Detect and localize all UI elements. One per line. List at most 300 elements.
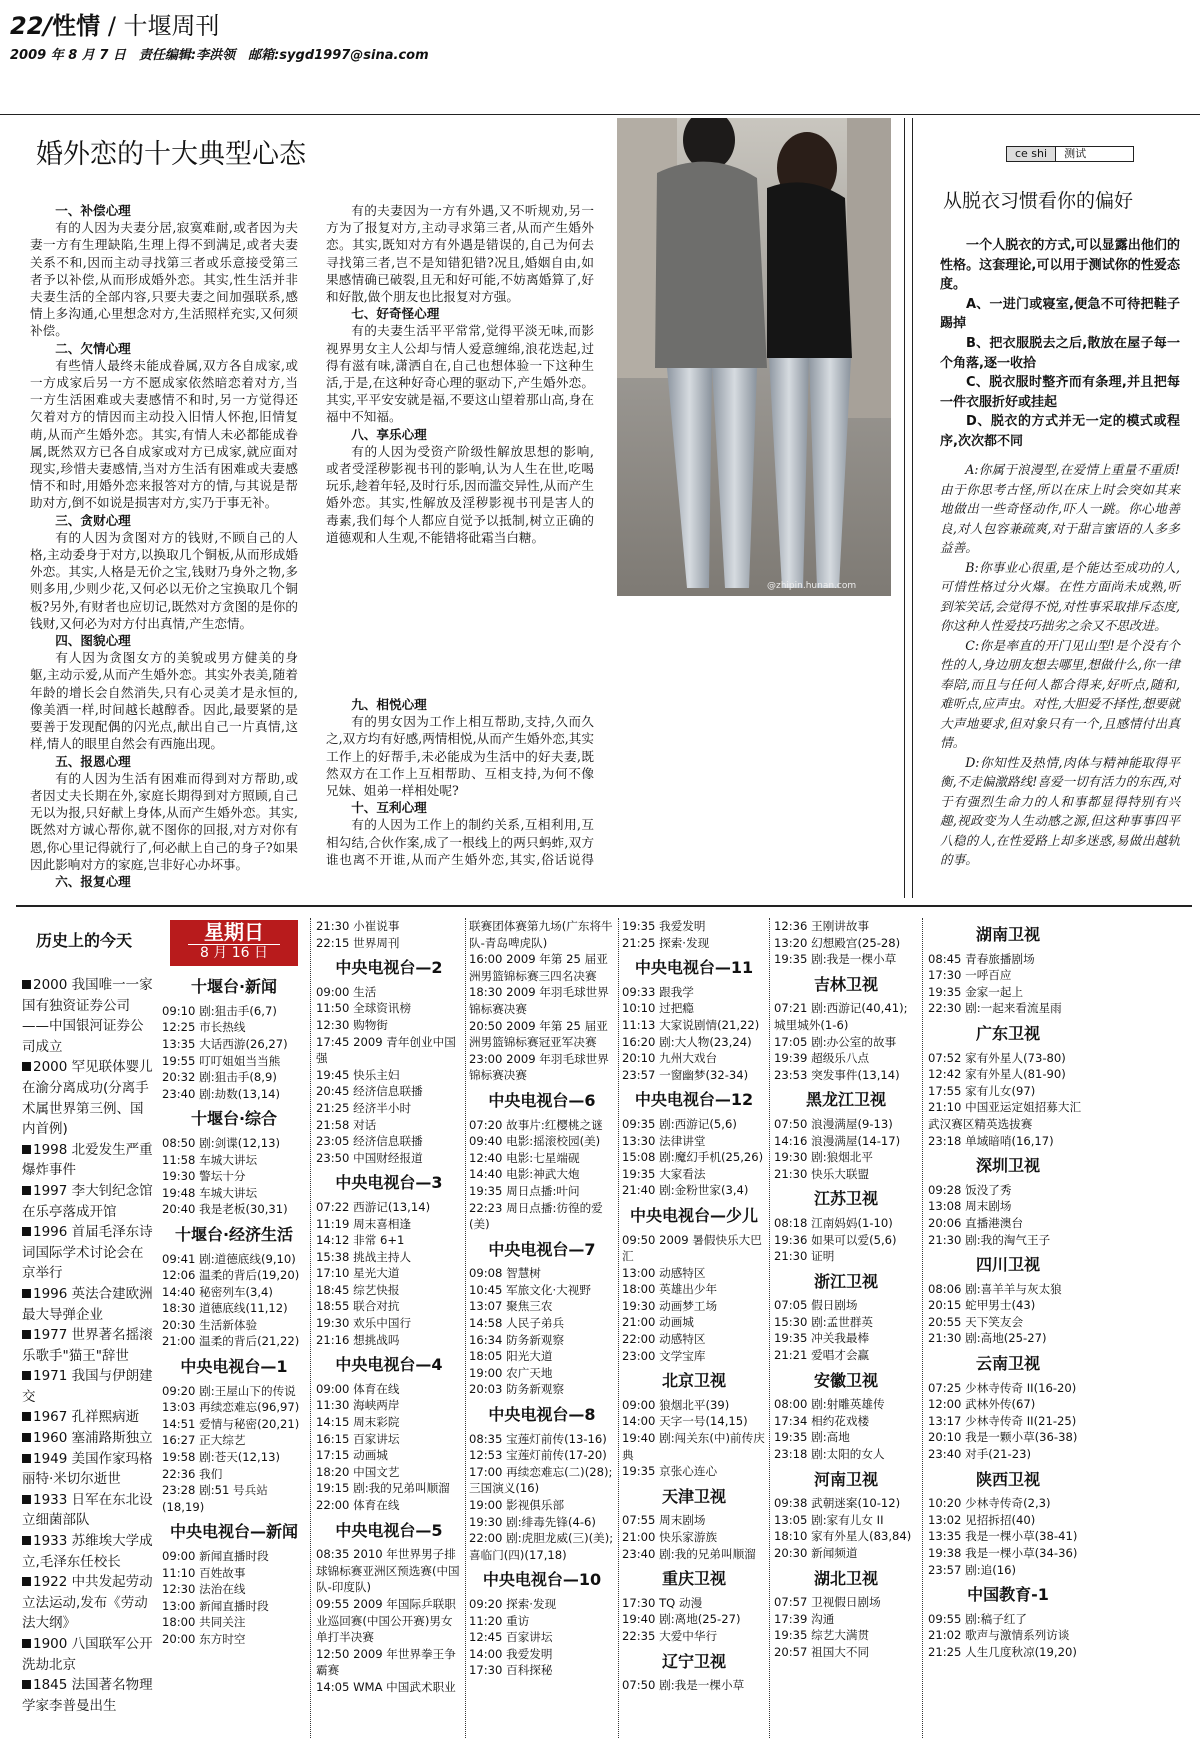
program-row: 21:25 探索·发现 (622, 935, 710, 950)
program-row: 11:10 百姓故事 (162, 1565, 246, 1580)
program-row: 20:15 蛇甲男士(43) (928, 1298, 1036, 1313)
program-row: 07:55 周末剧场 (622, 1513, 706, 1528)
channel-name: 十堰台·经济生活 (174, 1224, 294, 1244)
program-row: 09:55 剧:稿子红了 (928, 1611, 1027, 1626)
column-separator (310, 918, 311, 1738)
program-row: 21:58 对话 (316, 1117, 377, 1132)
program-row: 23:40 剧:劫数(13,14) (162, 1086, 281, 1101)
section-heading: 一、补偿心理 (55, 203, 131, 218)
program-row: 13:00 动感特区 (622, 1265, 706, 1280)
program-row: 16:27 正大综艺 (162, 1433, 246, 1448)
program-row: 14:15 周末彩院 (316, 1415, 400, 1430)
publication-name: 十堰周刊 (123, 12, 220, 40)
program-row: 20:10 九州大戏台 (622, 1051, 718, 1066)
program-row: 12:25 市长热线 (162, 1020, 246, 1035)
bullet-square-icon (22, 980, 31, 989)
program-row: 19:35 周日点播:叶问 (469, 1183, 580, 1198)
program-row: 12:53 宝莲灯前传(17-20) (469, 1448, 607, 1463)
program-row: 21:00 快乐家游族 (622, 1530, 718, 1544)
program-row: 21:10 中国亚运定姐招募大汇武汉赛区精英选拔赛 (928, 1100, 1082, 1131)
program-row: 09:40 电影:摇滚校园(美) (469, 1134, 601, 1149)
column-separator (922, 918, 923, 1738)
channel-name: 中央电视台—2 (335, 958, 443, 978)
column-separator (465, 918, 466, 1738)
section-heading: 九、相悦心理 (351, 697, 427, 713)
program-row: 16:00 2009 年第 25 届亚洲男篮锦标赛三四名决赛 (469, 952, 608, 983)
section-paragraph: 有的人因为生活有困难而得到对方帮助,或者因丈夫长期在外,家庭长期得到对方照顾,自己无以为报,只好献上身体,从而产生婚外恋。其实,既然对方诚心帮你,就不图你的回报,对方对你有恩,你心里记得就行了,何必献上自己的身子?如果因此影响对方的家庭,岂非好心办坏事。 (30, 770, 298, 872)
program-row: 20:00 东方时空 (162, 1631, 246, 1646)
history-text: 1996 首届毛泽东诗词国际学术讨论会在京举行 (22, 1224, 153, 1282)
section-paragraph: 有些情人最终未能成眷属,双方各自成家,或一方成家后另一方不愿成家依然暗恋着对方,当一方生活困难或夫妻感情不和时,另一方觉得还欠着对方的情因而主动投入旧情人怀抱,旧情复萌,从而产生婚外恋。其实,有情人未必都能成眷属,既然双方已各自成家或对方已成家,就应面对现实,珍惜夫妻感情,当对方生活有困难或夫妻感情不和时,用婚外恋来报答对方的情,与其说是帮助对方,倒不如说是损害对方,实乃于事无补。 (30, 357, 298, 511)
program-row: 23:57 一窗幽梦(32-34) (622, 1067, 749, 1082)
program-row: 18:55 联合对抗 (316, 1299, 400, 1314)
program-row: 19:30 动画梦工场 (622, 1298, 718, 1313)
program-row: 07:52 家有外星人(73-80) (928, 1050, 1066, 1065)
program-row: 18:00 英雄出少年 (622, 1282, 718, 1297)
program-row: 21:25 经济半小时 (316, 1100, 412, 1115)
channel-name: 河南卫视 (813, 1469, 878, 1489)
header-meta: 2009 年 8 月 7 日 责任编辑:李洪领 邮箱:sygd1997@sina.com (10, 48, 429, 63)
program-row: 12:30 购物街 (316, 1017, 388, 1032)
program-row: 18:05 阳光大道 (469, 1349, 553, 1364)
bullet-square-icon (22, 1412, 31, 1421)
program-row: 19:40 剧:离地(25-27) (622, 1612, 741, 1627)
section-heading: 八、享乐心理 (351, 426, 427, 442)
program-row: 12:42 家有外星人(81-90) (928, 1067, 1066, 1082)
program-row: 20:30 新闻频道 (774, 1546, 858, 1560)
program-row: 21:30 快乐大联盟 (774, 1166, 870, 1181)
page-number: 22/ (10, 12, 53, 40)
history-text: 2000 我国唯一一家国有独资证券公司——中国银河证券公司成立 (22, 977, 153, 1055)
photo-spacer (326, 546, 594, 696)
program-row: 09:08 智慧树 (469, 1266, 541, 1281)
channel-name: 深圳卫视 (975, 1156, 1040, 1176)
section-divider (16, 905, 1192, 907)
program-row: 09:20 剧:王屋山下的传说 (162, 1383, 296, 1398)
program-row: 20:03 防务新观察 (469, 1382, 565, 1397)
section-paragraph: 有的夫妻因为一方有外遇,又不听规劝,另一方为了报复对方,主动寻求第三者,从而产生婚外恋。其实,既知对方有外遇是错误的,自己为何去寻找第三者,岂不是知错犯错?况且,婚姻自由,如果感情确已破裂,且无和好可能,不妨离婚算了,好和好散,做个朋友也比报复对方强。 (326, 203, 594, 305)
program-row: 18:30 2009 年羽毛球世界锦标赛决赛 (469, 985, 609, 1016)
program-row: 14:00 天字一号(14,15) (622, 1414, 748, 1429)
program-row: 13:02 见招拆招(40) (928, 1512, 1036, 1527)
test-tag (1006, 146, 1134, 162)
tv-column (162, 918, 306, 1648)
program-row: 07:57 卫视假日剧场 (774, 1595, 881, 1610)
channel-name: 中央电视台—新闻 (169, 1522, 298, 1542)
program-row: 09:33 跟我学 (622, 984, 694, 999)
program-row: 13:35 大话西游(26,27) (162, 1036, 288, 1051)
program-row: 13:07 聚焦三农 (469, 1299, 553, 1314)
channel-name: 中央电视台—7 (488, 1239, 596, 1259)
program-row: 20:50 2009 年第 25 届亚洲男篮锦标赛冠亚军决赛 (469, 1018, 608, 1050)
program-row: 18:30 道德底线(11,12) (162, 1301, 288, 1316)
bullet-square-icon (22, 1289, 31, 1298)
top-divider (0, 114, 1200, 115)
channel-name: 湖北卫视 (813, 1568, 878, 1588)
program-row: 17:00 再续恋难忘(二)(28);三国演义(16) (469, 1464, 613, 1496)
photo-credit: @zhipin.hunan.com (767, 581, 857, 591)
program-row: 22:35 大爱中华行 (622, 1628, 718, 1643)
program-row: 14:58 人民子弟兵 (469, 1316, 565, 1331)
program-row: 23:50 中国财经报道 (316, 1150, 423, 1165)
test-tag-label: 测试 (1064, 147, 1087, 160)
program-row: 12:06 温柔的背后(19,20) (162, 1268, 300, 1283)
program-row: 23:53 突发事件(13,14) (774, 1067, 900, 1082)
program-row: 08:18 江南妈妈(1-10) (774, 1215, 893, 1230)
program-row: 20:30 生活新体验 (162, 1317, 258, 1332)
section-heading: 三、贪财心理 (55, 512, 131, 528)
program-row: 23:00 2009 年羽毛球世界锦标赛决赛 (469, 1051, 609, 1083)
history-text: 1845 法国著名物理学家李普曼出生 (22, 1677, 153, 1714)
history-item (22, 1057, 156, 1139)
program-row: 11:20 重访 (469, 1613, 530, 1628)
couple-illustration (617, 118, 891, 596)
tv-column (469, 918, 615, 1679)
program-row: 15:30 剧:孟世群英 (774, 1314, 873, 1329)
channel-name: 重庆卫视 (661, 1569, 726, 1589)
section-paragraph: 有的人因为贪图对方的钱财,不顾自己的人格,主动委身于对方,以换取几个铜板,从而形成婚外恋。其实,人格是无价之宝,钱财乃身外之物,多则多用,少则少花,又何必以无价之宝换取几个铜板?另外,有财者也应切记,既然对方贪图的是你的钱财,又何必为对方付出真情,产生恋情。 (30, 529, 298, 631)
program-row: 19:00 影视俱乐部 (469, 1498, 565, 1512)
program-row: 19:35 剧:高地 (774, 1430, 850, 1445)
program-row: 19:35 金家一起上 (928, 984, 1024, 999)
program-row: 07:50 浪漫满屋(9-13) (774, 1116, 893, 1131)
channel-name: 陕西卫视 (975, 1469, 1040, 1489)
channel-name: 天津卫视 (661, 1486, 726, 1506)
program-row: 19:35 京张心连心 (622, 1464, 718, 1479)
program-row: 16:20 剧:大人物(23,24) (622, 1034, 752, 1049)
program-row: 23:05 经济信息联播 (316, 1134, 423, 1149)
program-row: 17:10 星光大道 (316, 1266, 400, 1281)
history-item (22, 1181, 156, 1222)
program-row: 联赛团体赛第九场(广东将牛队-青岛啤虎队) (469, 919, 613, 950)
program-row: 19:35 大家看法 (622, 1166, 706, 1181)
history-item (22, 1366, 156, 1407)
program-row: 21:25 人生几度秋凉(19,20) (928, 1644, 1077, 1659)
tv-column (774, 918, 918, 1661)
bullet-square-icon (22, 1577, 31, 1586)
bullet-square-icon (22, 1186, 31, 1195)
section-heading: 十、互利心理 (351, 800, 427, 816)
program-row: 13:17 少林寺传奇 II(21-25) (928, 1413, 1077, 1428)
channel-name: 辽宁卫视 (661, 1651, 726, 1671)
program-row: 14:12 非常 6+1 (316, 1233, 405, 1248)
history-text: 1949 美国作家玛格丽特·米切尔逝世 (22, 1450, 153, 1488)
channel-name: 浙江卫视 (813, 1271, 878, 1291)
channel-name: 十堰台·新闻 (190, 977, 278, 997)
program-row: 13:00 新闻直播时段 (162, 1598, 269, 1613)
section-heading: 二、欠情心理 (55, 340, 131, 356)
channel-name: 吉林卫视 (813, 974, 878, 994)
history-text: 1997 李大钊纪念馆在乐亭落成开馆 (22, 1182, 153, 1220)
column-separator (618, 918, 619, 1738)
column-separator (769, 918, 770, 1738)
program-row: 19:55 叮叮姐姐当当熊 (162, 1053, 281, 1068)
section-heading: 五、报恩心理 (55, 753, 131, 769)
program-row: 11:50 全球资讯榜 (316, 1001, 412, 1016)
program-row: 19:48 车城大讲坛 (162, 1185, 258, 1200)
program-row: 09:35 剧:西游记(5,6) (622, 1116, 737, 1131)
program-row: 20:57 祖国大不同 (774, 1644, 870, 1659)
day-banner (170, 920, 298, 966)
channel-name: 云南卫视 (975, 1354, 1040, 1374)
program-row: 07:21 剧:西游记(40,41);城里城外(1-6) (774, 1001, 908, 1032)
program-row: 18:00 共同关注 (162, 1615, 246, 1630)
program-row: 19:35 冲关我最棒 (774, 1331, 870, 1346)
section-heading: 七、好奇怪心理 (351, 306, 440, 322)
history-text: 1933 日军在东北设立细菌部队 (22, 1491, 153, 1529)
weekday: 星期日 (204, 920, 264, 944)
program-row: 23:40 对手(21-23) (928, 1447, 1032, 1462)
program-row: 17:34 相约花戏楼 (774, 1413, 870, 1428)
program-row: 18:45 综艺快报 (316, 1282, 400, 1297)
history-item (22, 1490, 156, 1531)
channel-name: 安徽卫视 (813, 1370, 878, 1390)
program-row: 19:36 如果可以爱(5,6) (774, 1232, 897, 1247)
program-row: 17:39 沟通 (774, 1611, 835, 1626)
program-row: 22:30 剧:一起来看流星雨 (928, 1001, 1062, 1016)
history-item (22, 1284, 156, 1325)
tv-column (622, 918, 766, 1694)
history-item (22, 1531, 156, 1572)
header-slash: / (107, 12, 116, 40)
channel-name: 中央电视台—11 (634, 958, 754, 978)
program-row: 13:20 幻想殿宫(25-28) (774, 935, 901, 950)
program-row: 12:36 王刚讲故事 (774, 919, 870, 933)
program-row: 09:00 狼烟北平(39) (622, 1397, 730, 1412)
history-item (22, 1675, 156, 1716)
history-item (22, 1634, 156, 1675)
program-row: 09:41 剧:道德底线(9,10) (162, 1251, 296, 1266)
program-row: 22:00 动感特区 (622, 1332, 706, 1347)
bullet-square-icon (22, 1536, 31, 1545)
history-text: 1977 世界著名摇滚乐歌手"猫王"辞世 (22, 1327, 153, 1364)
program-row: 21:30 剧:高地(25-27) (928, 1331, 1047, 1346)
program-row: 11:58 车城大讲坛 (162, 1152, 258, 1167)
program-row: 23:00 文学宝库 (622, 1348, 706, 1363)
channel-name: 中央电视台—8 (488, 1405, 596, 1425)
program-row: 08:06 剧:喜羊羊与灰太狼 (928, 1281, 1062, 1296)
program-row: 23:18 单域暗哨(16,17) (928, 1133, 1054, 1148)
program-row: 19:35 剧:我是一棵小草 (774, 952, 897, 967)
program-row: 11:19 周末喜相逢 (316, 1216, 412, 1231)
program-row: 20:32 剧:狙击手(8,9) (162, 1070, 277, 1085)
program-row: 14:16 浪漫满屋(14-17) (774, 1133, 901, 1148)
bullet-square-icon (22, 1145, 31, 1154)
channel-name: 湖南卫视 (975, 925, 1040, 944)
tv-column (928, 918, 1088, 1661)
program-row: 21:16 想挑战吗 (316, 1332, 400, 1347)
program-row: 17:05 剧:办公室的故事 (774, 1034, 897, 1049)
program-row: 09:20 探索·发现 (469, 1596, 557, 1611)
section-paragraph: 有的人因为工作上的制约关系,互相利用,互相勾结,合伙作案,成了一根线上的两只蚂蚱,双方谁也离不开谁,从而产生婚外恋,其实,俗话说得 (326, 817, 594, 867)
quiz-answer: D:你知性及热情,肉体与精神能取得平衡,不走偏激路线!喜爱一切有活力的东西,对于有强烈生命力的人和事都显得特别有兴趣,视政变为人生动感之源,但这种事事四平八稳的人,在性爱路上却多迷惑,易做出越轨的事。 (940, 754, 1180, 867)
program-row: 19:38 我是一棵小草(34-36) (928, 1546, 1078, 1560)
history-item (22, 975, 156, 1057)
program-row: 21:02 歌声与激情系列访谈 (928, 1628, 1070, 1643)
program-row: 09:55 2009 年国际乒联职业巡回赛(中国公开赛)男女单打半决赛 (316, 1596, 456, 1645)
program-row: 21:30 证明 (774, 1249, 835, 1264)
program-row: 21:40 剧:金粉世家(3,4) (622, 1183, 749, 1198)
program-row: 14:00 我爱发明 (469, 1646, 553, 1661)
history-text: 1996 英法合建欧洲最大导弹企业 (22, 1285, 153, 1323)
channel-name: 中央电视台—10 (482, 1570, 602, 1590)
program-row: 20:45 经济信息联播 (316, 1084, 423, 1099)
channel-name: 江苏卫视 (813, 1189, 878, 1209)
tv-column (316, 918, 462, 1696)
history-text: 1900 八国联军公开洗劫北京 (22, 1636, 153, 1673)
bullet-square-icon (22, 1639, 31, 1648)
quiz-title: 从脱衣习惯看你的偏好 (943, 190, 1134, 212)
program-row: 07:25 少林寺传奇 II(16-20) (928, 1380, 1077, 1395)
history-text: 1998 北爱发生严重爆炸事件 (22, 1141, 153, 1179)
bullet-square-icon (22, 1433, 31, 1442)
program-row: 13:35 我是一棵小草(38-41) (928, 1529, 1078, 1544)
program-row: 21:30 小崔说事 (316, 919, 400, 933)
history-title: 历史上的今天 (36, 931, 133, 950)
channel-name: 中央电视台—4 (335, 1355, 443, 1375)
program-row: 23:40 剧:我的兄弟叫顺溜 (622, 1546, 756, 1561)
history-item (22, 1222, 156, 1284)
history-text: 1967 孔祥熙病逝 (33, 1409, 140, 1426)
program-row: 19:39 超级乐八点 (774, 1051, 870, 1066)
history-item (22, 1325, 156, 1366)
program-row: 10:45 军旅文化·大视野 (469, 1282, 591, 1297)
history-text: 1933 苏维埃大学成立,毛泽东任校长 (22, 1533, 153, 1570)
history-item (22, 1428, 156, 1449)
bullet-square-icon (22, 1330, 31, 1339)
program-row: 16:34 防务新观察 (469, 1332, 565, 1347)
channel-name: 中央电视台—1 (180, 1357, 288, 1377)
program-row: 08:35 2010 年世界男子排球锦标赛亚洲区预选赛(中国队-印度队) (316, 1547, 460, 1595)
bullet-square-icon (22, 1227, 31, 1236)
couple-photo (617, 118, 891, 596)
quiz-option: D、脱衣的方式并无一定的模式或程序,次次都不同 (940, 414, 1180, 449)
program-row: 20:10 我是一颗小草(36-38) (928, 1430, 1078, 1445)
program-row: 16:15 百家讲坛 (316, 1431, 400, 1446)
section-paragraph: 有的男女因为工作上相互帮助,支持,久而久之,双方均有好感,两情相悦,从而产生婚外恋,其实工作上的好帮手,未必能成为生活中的好夫妻,既然双方在工作上互相帮助、互相支持,为何不像兄妹、姐弟一样相处呢? (326, 714, 594, 799)
program-row: 17:30 百科探秘 (469, 1663, 553, 1678)
program-row: 20:40 我是老板(30,31) (162, 1202, 288, 1217)
program-row: 23:28 剧:51 号兵站(18,19) (162, 1483, 268, 1514)
quiz-answer: C:你是率直的开门见山型!是个没有个性的人,身边朋友想去哪里,想做什么,你一律奉陪,而且与任何人都合得来,好听点,随和,难听点,应声虫。对性,大胆爱不择性,想要就大声地要求,但对象只有一个,且感情付出真情。 (940, 637, 1180, 750)
program-row: 19:35 我爱发明 (622, 919, 706, 933)
history-item (22, 1140, 156, 1181)
program-row: 19:58 剧:苍天(12,13) (162, 1450, 281, 1465)
program-row: 17:30 TQ 动漫 (622, 1595, 703, 1610)
quiz-intro: 一个人脱衣的方式,可以显露出他们的性格。这套理论,可以用于测试你的性爱态度。 (940, 238, 1180, 293)
program-row: 21:30 剧:我的淘气王子 (928, 1232, 1051, 1247)
program-row: 12:00 武林外传(67) (928, 1397, 1036, 1412)
program-row: 22:00 剧:虎胆龙威(三)(美);喜临门(四)(17,18) (469, 1531, 614, 1562)
program-row: 12:45 百家讲坛 (469, 1630, 553, 1645)
history-text: 1971 我国与伊朗建交 (22, 1368, 153, 1405)
program-row: 23:57 剧:追(16) (928, 1562, 1016, 1577)
history-list (22, 975, 156, 1716)
program-row: 20:06 直播港澳台 (928, 1215, 1024, 1230)
history-text: 1922 中共发起劳动立法运动,发布《劳动法大纲》 (22, 1574, 153, 1632)
program-row: 07:05 假日剧场 (774, 1298, 858, 1313)
channel-name: 广东卫视 (975, 1023, 1040, 1043)
program-row: 13:08 周末剧场 (928, 1199, 1012, 1214)
program-row: 18:10 家有外星人(83,84) (774, 1529, 912, 1544)
program-row: 17:15 动画城 (316, 1448, 388, 1463)
quiz-option: A、一进门或寝室,便急不可待把鞋子踢掉 (940, 296, 1180, 332)
program-row: 19:45 快乐主妇 (316, 1067, 400, 1082)
program-row: 13:05 剧:家有儿女 II (774, 1512, 884, 1527)
program-row: 14:40 电影:神武大炮 (469, 1167, 580, 1182)
program-row: 17:30 一呼百应 (928, 968, 1012, 983)
quiz-answers (940, 460, 1180, 870)
section-paragraph: 有人因为贪图女方的美貌或男方健美的身躯,主动示爱,从而产生婚外恋。其实外表美,随着年龄的增长会自然消失,只有心灵美才是永恒的,像美酒一样,时间越长越醇香。因此,最要紧的是要善于发现配偶的闪光点,献出自己一片真情,这样,情人的眼里自然会有西施出现。 (30, 650, 298, 752)
test-tag-pinyin: ce shi (1007, 147, 1056, 161)
bullet-square-icon (22, 1371, 31, 1380)
program-row: 12:40 电影:七星端砚 (469, 1150, 580, 1165)
program-row: 19:30 欢乐中国行 (316, 1316, 412, 1331)
channel-name: 中央电视台—12 (634, 1090, 754, 1110)
program-row: 11:13 大家说剧情(21,22) (622, 1017, 760, 1032)
program-row: 14:40 秘密列车(3,4) (162, 1284, 273, 1299)
section-paragraph: 有的夫妻生活平平常常,觉得平淡无味,而影视界男女主人公却与情人爱意缠绵,浪花迭起,过得有滋有味,潇洒自在,自己也想体验一下这种生活,于是,在这种好奇心理的驱动下,产生婚外恋。其实,平平安安就是福,不要这山望着那山高,身在福中不知福。 (326, 323, 594, 425)
program-row: 17:55 家有儿女(97) (928, 1083, 1036, 1098)
article-title: 婚外恋的十大典型心态 (36, 139, 306, 170)
program-row: 20:55 天下笑友会 (928, 1314, 1024, 1329)
program-row: 10:20 少林寺传奇(2,3) (928, 1496, 1051, 1511)
program-row: 19:40 剧:闯关东(中)前传庆典 (622, 1431, 765, 1462)
section-paragraph: 有的人因为夫妻分居,寂寞难耐,或者因为夫妻一方有生理缺陷,生理上得不到满足,或者夫妻关系不和,因而主动寻找第三者或乐意接受第三者予以补偿,从而形成婚外恋。其实,性生活并非夫妻生活的全部内容,只要夫妻之间加强联系,感情上多沟通,心里想念对方,生活照样充实,又何须补偿。 (30, 220, 298, 339)
date: 8 月 16 日 (188, 944, 280, 967)
program-row: 09:10 剧:狙击手(6,7) (162, 1003, 277, 1018)
history-item (22, 1572, 156, 1634)
program-row: 07:22 西游记(13,14) (316, 1199, 431, 1214)
column-divider (904, 118, 905, 898)
program-row: 08:45 青春旅播剧场 (928, 951, 1035, 966)
program-row: 09:38 武朝迷案(10-12) (774, 1496, 901, 1511)
program-row: 13:03 再续恋难忘(96,97) (162, 1400, 300, 1415)
history-text: 2000 罕见联体婴儿在渝分离成功(分离手术属世界第三例、国内首例) (22, 1059, 153, 1138)
program-row: 08:50 剧:剑谍(12,13) (162, 1135, 281, 1150)
program-row: 09:28 饭没了秀 (928, 1182, 1012, 1197)
program-row: 12:50 2009 年世界拳王争霸赛 (316, 1646, 456, 1678)
section-paragraph: 有的人因为受资产阶级性解放思想的影响,或者受淫秽影视书刊的影响,认为人生在世,吃喝玩乐,趁着年轻,及时行乐,因而滥交异性,从而产生婚外恋。其实,性解放及淫秽影视书刊是害人的毒素,我们每个人都应自觉予以抵制,树立正确的道德观和人生观,不能错将砒霜当白糖。 (326, 443, 594, 545)
section-heading: 六、报复心理 (55, 873, 131, 889)
program-row: 07:50 剧:我是一棵小草 (622, 1678, 745, 1693)
bullet-square-icon (22, 1062, 31, 1071)
program-row: 09:00 新闻直播时段 (162, 1549, 269, 1563)
column-divider (912, 118, 913, 898)
quiz-body (940, 236, 1180, 452)
channel-name: 中国教育-1 (967, 1585, 1049, 1605)
program-row: 22:00 体育在线 (316, 1498, 400, 1512)
channel-name: 中央电视台—5 (335, 1520, 443, 1540)
program-row: 19:30 剧:绯毒先锋(4-6) (469, 1514, 596, 1529)
program-row: 15:08 剧:魔幻手机(25,26) (622, 1150, 764, 1165)
quiz-answer: B:你事业心很重,是个能达至成功的人,可惜性格过分火爆。在性方面尚未成熟,听到笨笑话,会觉得不悦,对性事采取排斥态度,你这种人性爱技巧拙劣之余又不思改进。 (940, 559, 1180, 633)
program-row: 19:30 剧:狼烟北平 (774, 1150, 873, 1165)
quiz-option: C、脱衣服时整齐而有条理,并且把每一件衣服折好或挂起 (940, 375, 1180, 410)
program-row: 22:23 周日点播:彷徨的爱(美) (469, 1200, 603, 1232)
section-heading: 四、图貌心理 (55, 633, 131, 649)
bullet-square-icon (22, 1680, 31, 1689)
program-row: 09:00 体育在线 (316, 1381, 400, 1396)
page-header (10, 6, 220, 41)
channel-name: 四川卫视 (975, 1255, 1040, 1275)
channel-name: 十堰台·综合 (190, 1109, 278, 1129)
program-row: 18:20 中国文艺 (316, 1464, 400, 1479)
quiz-option: B、把衣服脱去之后,散放在屋子每一个角落,逐一收拾 (940, 335, 1180, 371)
program-row: 23:18 剧:太阳的女人 (774, 1447, 885, 1462)
section-name: 性情 (52, 12, 101, 40)
channel-name: 中央电视台—少儿 (629, 1205, 758, 1225)
